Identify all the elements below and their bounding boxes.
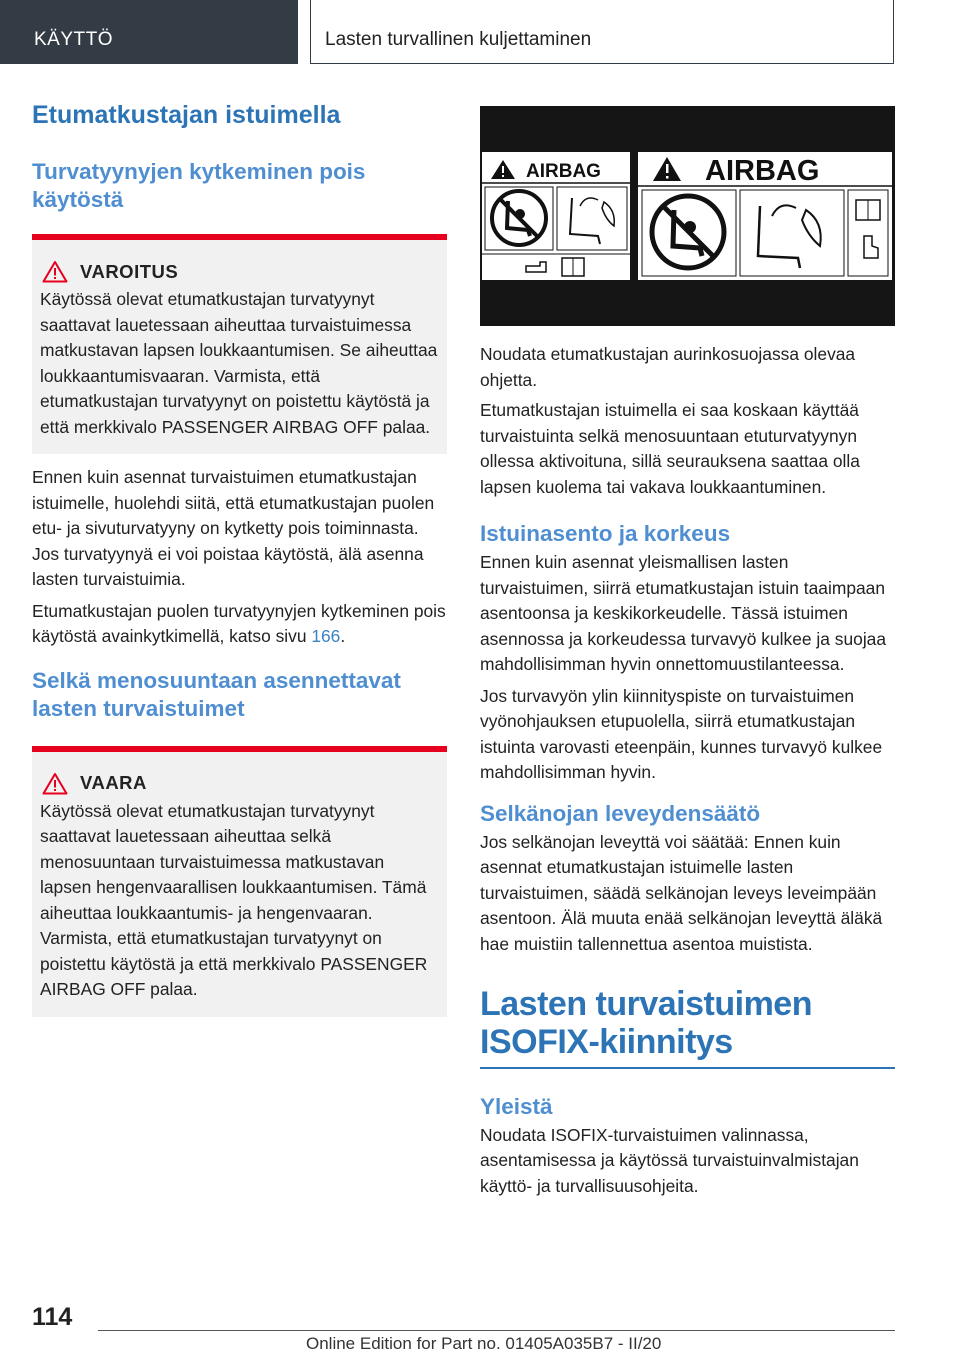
footer-edition-text: Online Edition for Part no. 01405A035B7 - II/20 xyxy=(306,1334,662,1353)
title-underline xyxy=(480,1067,895,1069)
subsection-general: Yleistä xyxy=(480,1093,553,1119)
warning-text: Käytössä olevat etumatkustajan turvatyynyt saattavat lauetessaan aiheuttaa selkä menosuuntaan turvaistuimessa matkustavan lapsen hengenvaarallisen loukkaantumisen. Tämä aiheuttaa loukkaantumis- ja hengenvaaran. Varmista, että etumatkustajan turvatyynyt on poistettu käytöstä ja että merkkivalo PASSENGER AIRBAG OFF palaa. xyxy=(40,800,428,999)
header-section-label: KÄYTTÖ xyxy=(34,29,114,50)
header-chapter-tab xyxy=(310,0,894,64)
warning-label: VAROITUS xyxy=(80,260,179,282)
paragraph: Jos selkänojan leveyttä voi säätää: Ennen kuin asennat etumatkustajan istuimelle lasten turvaistuimen, säädä selkänojan leveys leveimpään asentoon. Älä muuta enää selkänojan leveyttä äläkä hae muistiin tallennettua asentoa muistista. xyxy=(480,831,883,954)
left-column xyxy=(32,100,447,1017)
right-column xyxy=(480,106,895,1199)
chapter-title-isofix: Lasten turvaistuimen ISOFIX-kiinnitys xyxy=(480,985,812,1061)
paragraph: Noudata etumatkustajan aurinkosuojassa olevaa ohjetta. xyxy=(480,344,856,390)
subsection-seat-position: Istuinasento ja korkeus xyxy=(480,521,731,546)
airbag-label-small-text: AIRBAG xyxy=(526,161,601,182)
paragraph: Ennen kuin asennat yleismallisen lasten turvaistuimen, siirrä etumatkustajan istuin taaimpaan asentoonsa ja keskikorkeudelle. Tässä istuimen asennossa ja korkeudessa turvavyö kulkee ja suojaa mahdollisimman hyvin onnettomuustilanteessa. xyxy=(480,552,887,674)
section-title: Etumatkustajan istuimella xyxy=(32,101,341,129)
paragraph: Ennen kuin asennat turvaistuimen etumatkustajan istuimelle, huolehdi siitä, että etumatkustajan puolen etu- ja sivuturvatyyny on kytketty pois toiminnasta. Jos turvatyynyä ei voi poistaa käytöstä, älä asenna lasten turvaistuimia. xyxy=(32,467,435,589)
warning-triangle-icon xyxy=(42,260,68,283)
warning-label: VAARA xyxy=(80,772,147,793)
airbag-warning-labels-image xyxy=(480,106,895,326)
airbag-label-large-text: AIRBAG xyxy=(705,155,820,187)
paragraph: Jos turvavyön ylin kiinnityspiste on turvaistuimen vyönohjauksen etupuolella, siirrä etumatkustajan istuinta varovasti eteenpäin, kunnes turvavyö kulkee mahdollisimman hyvin. xyxy=(480,685,883,782)
warning-box-varoitus xyxy=(32,234,447,454)
footer-divider xyxy=(98,1330,895,1331)
subsection-airbag-deactivation: Turvatyynyjen kytkeminen pois käytöstä xyxy=(32,159,366,212)
header-section-tab xyxy=(0,0,298,64)
paragraph: Noudata ISOFIX-turvaistuimen valinnassa, asentamisessa ja käytössä turvaistuinvalmistajan käyttö- ja turvallisuusohjeita. xyxy=(480,1124,859,1196)
subsection-backrest-width: Selkänojan leveydensäätö xyxy=(480,800,761,826)
paragraph: Etumatkustajan istuimella ei saa koskaan käyttää turvaistuinta selkä menosuuntaan etuturvatyynyn ollessa aktivoituna, sillä seurauksena saattaa olla lapsen kuolema tai vakava loukkaantuminen. xyxy=(480,400,860,497)
page-reference-link[interactable]: 166 xyxy=(311,626,341,646)
warning-text: Käytössä olevat etumatkustajan turvatyynyt saattavat lauetessaan aiheuttaa turvaistuimessa matkustavan lapsen loukkaantumisen. Se aiheuttaa loukkaantumisvaaran. Varmista, että etumatkustajan turvatyynyt on poistettu käytöstä ja että merkkivalo PASSENGER AIRBAG OFF palaa. xyxy=(40,289,438,437)
warning-box-vaara xyxy=(32,746,447,1017)
subsection-rear-facing-seats: Selkä menosuuntaan asennettavat lasten turvaistuimet xyxy=(32,667,401,721)
paragraph-with-page-ref: Etumatkustajan puolen turvatyynyjen kytkeminen pois käytöstä avainkytkimellä, katso sivu 166. xyxy=(32,600,446,646)
page-number: 114 xyxy=(32,1303,73,1331)
header-chapter-label: Lasten turvallinen kuljettaminen xyxy=(325,29,592,50)
warning-triangle-icon xyxy=(42,772,68,795)
